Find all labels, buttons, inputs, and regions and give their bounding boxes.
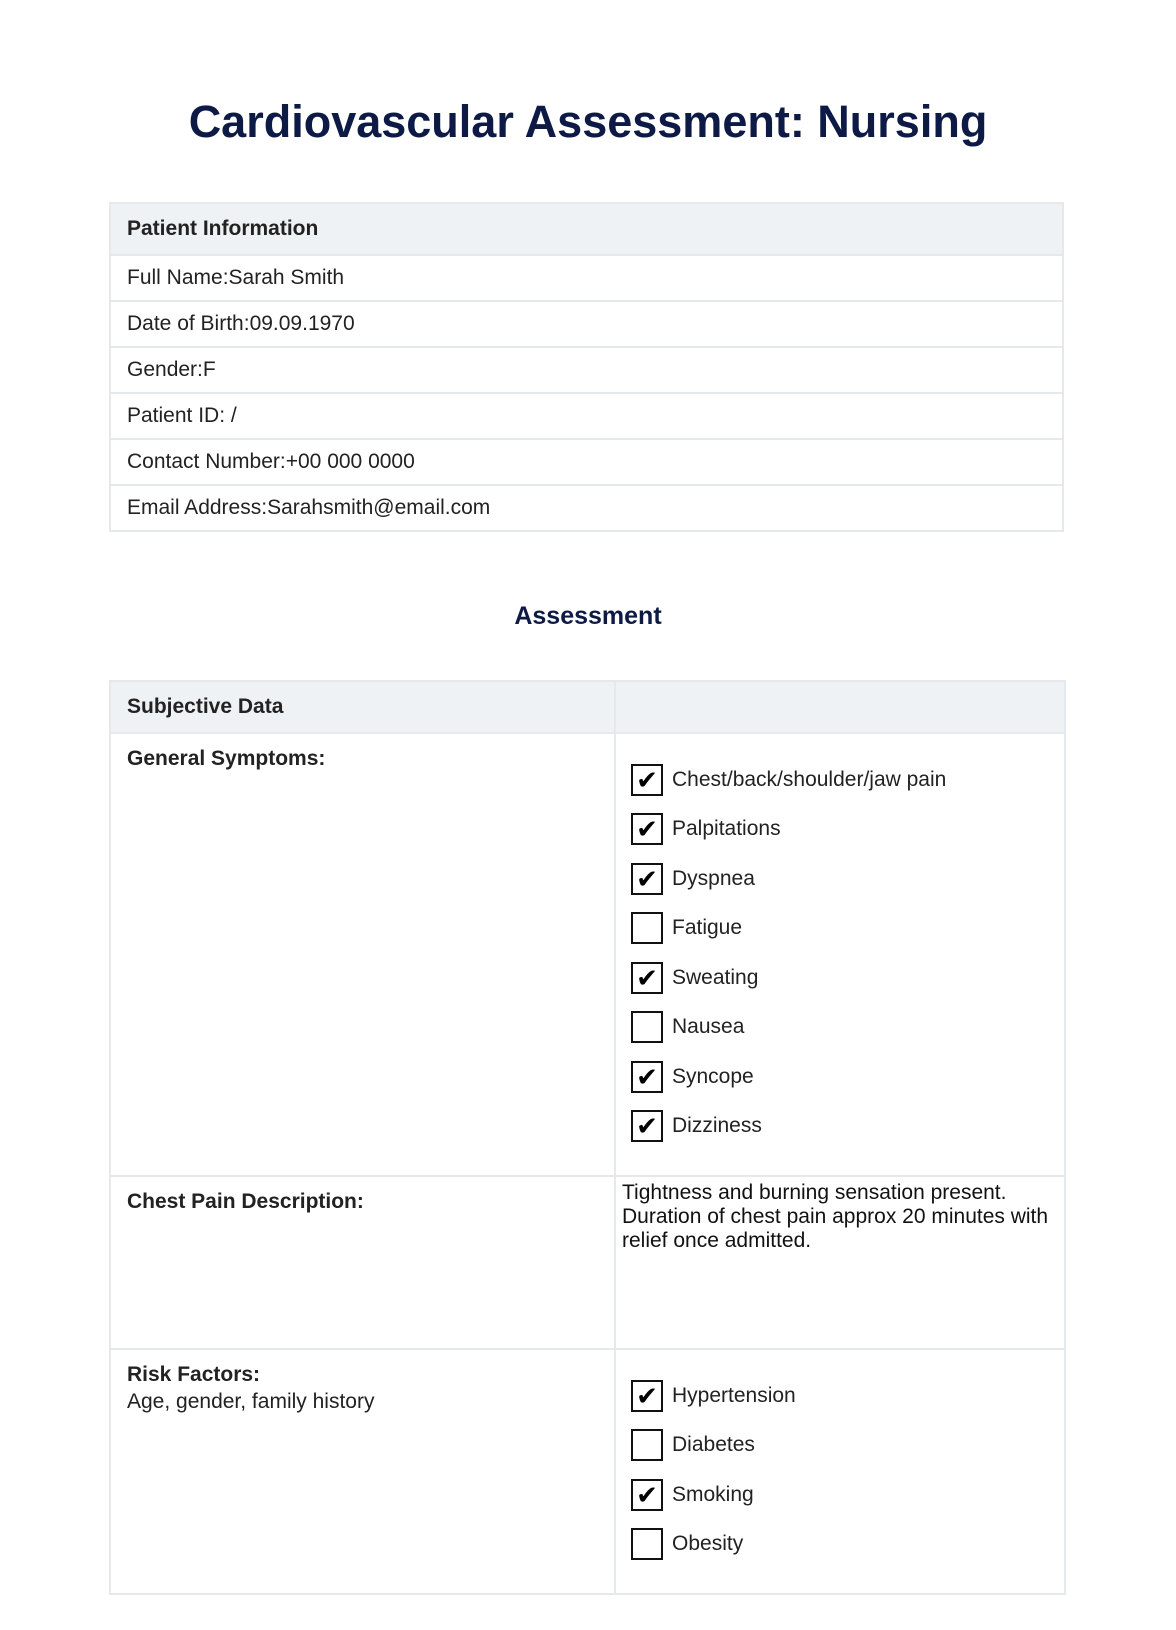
general-symptoms-row	[110, 733, 1065, 1176]
patient-id-field	[110, 393, 1063, 439]
checkbox-label-fatigue: Fatigue	[672, 916, 743, 940]
chest-pain-description-value: Tightness and burning sensation present. Duration of chest pain approx 20 minutes with relief once admitted.	[615, 1176, 1065, 1349]
checklist-item-hypertension	[631, 1371, 1063, 1421]
date-of-birth-value: 09.09.1970	[249, 312, 355, 335]
checkbox-label-smoking: Smoking	[672, 1482, 754, 1506]
checkbox-label-obesity: Obesity	[672, 1532, 744, 1556]
general-symptoms-options-cell	[615, 733, 1065, 1176]
checklist-item-dyspnea	[631, 854, 1063, 904]
checkbox-nausea[interactable]	[631, 1011, 663, 1043]
check-mark-icon: ✔	[636, 1479, 658, 1510]
patient-id-row	[110, 393, 1063, 439]
check-mark-icon: ✔	[636, 1380, 658, 1411]
check-mark-icon: ✔	[636, 1111, 658, 1142]
checkbox-syncope[interactable]	[631, 1061, 663, 1093]
date-of-birth-label: Date of Birth:	[127, 312, 250, 335]
risk-factors-options-cell	[615, 1349, 1065, 1594]
checkbox-dizziness[interactable]	[631, 1110, 663, 1142]
checklist-item-smoking	[631, 1470, 1063, 1520]
checkbox-dyspnea[interactable]	[631, 863, 663, 895]
checkbox-label-hypertension: Hypertension	[672, 1383, 796, 1407]
check-mark-icon: ✔	[636, 1061, 658, 1092]
patient-information-header-row	[110, 203, 1063, 255]
check-mark-icon: ✔	[636, 814, 658, 845]
general-symptoms-checklist	[617, 735, 1063, 1151]
check-mark-icon: ✔	[636, 863, 658, 894]
checkbox-label-dizziness: Dizziness	[672, 1114, 762, 1138]
check-mark-icon: ✔	[636, 764, 658, 795]
checklist-item-nausea	[631, 1003, 1063, 1053]
full-name-row	[110, 255, 1063, 301]
checklist-item-fatigue	[631, 904, 1063, 954]
chest-pain-row	[110, 1176, 1065, 1349]
date-of-birth-row	[110, 301, 1063, 347]
checkbox-obesity[interactable]	[631, 1528, 663, 1560]
general-symptoms-label-cell	[110, 733, 615, 1176]
email-address-row	[110, 485, 1063, 531]
chest-pain-label-cell	[110, 1176, 615, 1349]
contact-number-label: Contact Number:	[127, 450, 286, 473]
checklist-item-sweating	[631, 953, 1063, 1003]
subjective-data-header-blank	[615, 681, 1065, 733]
contact-number-row	[110, 439, 1063, 485]
checkbox-label-palpitations: Palpitations	[672, 817, 781, 841]
checkbox-hypertension[interactable]	[631, 1380, 663, 1412]
checklist-item-dizziness	[631, 1102, 1063, 1152]
assessment-heading: Assessment	[514, 602, 662, 630]
checkbox-label-syncope: Syncope	[672, 1064, 754, 1088]
checklist-item-diabetes	[631, 1421, 1063, 1471]
email-address-value: Sarahsmith@email.com	[267, 496, 491, 519]
general-symptoms-label: General Symptoms:	[127, 747, 326, 770]
checklist-item-syncope	[631, 1052, 1063, 1102]
risk-factors-row	[110, 1349, 1065, 1594]
checkbox-label-nausea: Nausea	[672, 1015, 745, 1039]
checklist-item-palpitations	[631, 805, 1063, 855]
checkbox-smoking[interactable]	[631, 1479, 663, 1511]
contact-number-field	[110, 439, 1063, 485]
page-title: Cardiovascular Assessment: Nursing	[188, 96, 988, 147]
chest-pain-description-label: Chest Pain Description:	[127, 1190, 364, 1213]
full-name-label: Full Name:	[127, 266, 229, 289]
risk-factors-label: Risk Factors:	[127, 1363, 261, 1386]
email-address-label: Email Address:	[127, 496, 268, 519]
checklist-item-obesity	[631, 1520, 1063, 1570]
checkbox-diabetes[interactable]	[631, 1429, 663, 1461]
email-address-field	[110, 485, 1063, 531]
checkbox-label-dyspnea: Dyspnea	[672, 866, 755, 890]
risk-factors-note: Age, gender, family history	[127, 1390, 375, 1413]
subjective-data-header-row	[110, 681, 1065, 733]
gender-row	[110, 347, 1063, 393]
date-of-birth-field	[110, 301, 1063, 347]
checkbox-label-chest-back-shoulder-jaw-pain: Chest/back/shoulder/jaw pain	[672, 767, 947, 791]
checkbox-sweating[interactable]	[631, 962, 663, 994]
check-mark-icon: ✔	[636, 962, 658, 993]
patient-id-label: Patient ID:	[127, 404, 231, 427]
checkbox-fatigue[interactable]	[631, 912, 663, 944]
subjective-data-heading: Subjective Data	[110, 681, 615, 733]
risk-factors-checklist	[617, 1351, 1063, 1569]
gender-field	[110, 347, 1063, 393]
patient-information-heading: Patient Information	[110, 203, 1063, 255]
patient-id-value: /	[230, 404, 237, 427]
checkbox-label-sweating: Sweating	[672, 965, 759, 989]
risk-factors-label-cell	[110, 1349, 615, 1594]
patient-information-table	[109, 202, 1064, 532]
checklist-item-chest-back-shoulder-jaw-pain	[631, 755, 1063, 805]
gender-label: Gender:	[127, 358, 203, 381]
checkbox-label-diabetes: Diabetes	[672, 1433, 755, 1457]
full-name-field	[110, 255, 1063, 301]
gender-value: F	[202, 358, 216, 381]
full-name-value: Sarah Smith	[228, 266, 345, 289]
assessment-table	[109, 680, 1066, 1595]
contact-number-value: +00 000 0000	[285, 450, 415, 473]
checkbox-chest-back-shoulder-jaw-pain[interactable]	[631, 764, 663, 796]
checkbox-palpitations[interactable]	[631, 813, 663, 845]
